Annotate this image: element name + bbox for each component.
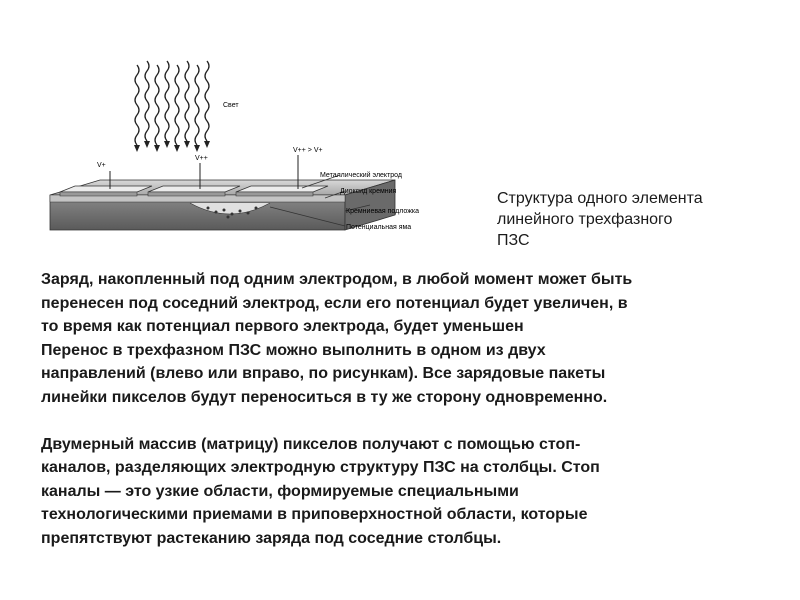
text-line: Заряд, накопленный под одним электродом, в любой момент может быть bbox=[41, 271, 633, 288]
text-line: каналов, разделяющих электродную структуру ПЗС на столбцы. Стоп bbox=[41, 459, 600, 476]
text-line: Перенос в трехфазном ПЗС можно выполнить в одном из двух bbox=[41, 341, 546, 359]
light-label: Свет bbox=[223, 102, 239, 109]
v-plusplus-label: V++ bbox=[195, 155, 208, 162]
caption-line: ПЗС bbox=[497, 232, 530, 249]
body-text bbox=[41, 268, 781, 550]
v-plus-label: V+ bbox=[97, 162, 106, 169]
legend-metal-electrode: Металлический электрод bbox=[320, 172, 402, 179]
caption-line: Структура одного элемента bbox=[497, 190, 703, 207]
diagram-caption bbox=[497, 188, 777, 251]
paragraph-2 bbox=[41, 433, 781, 551]
text-line: перенесен под соседний электрод, если его потенциал будет увеличен, в bbox=[41, 294, 628, 312]
v-compare-label: V++ > V+ bbox=[293, 147, 323, 154]
paragraph-1 bbox=[41, 268, 781, 409]
legend-potential-well: Потенциальная яма bbox=[346, 224, 412, 231]
text-line: Двумерный массив (матрицу) пикселов получают с помощью стоп- bbox=[41, 435, 581, 453]
text-line: то время как потенциал первого электрода, будет уменьшен bbox=[41, 318, 524, 335]
text-line: препятствуют растеканию заряда под соседние столбцы. bbox=[41, 529, 502, 547]
text-line: линейки пикселов будут переноситься в ту же сторону одновременно. bbox=[41, 388, 608, 406]
light-rays-icon bbox=[135, 61, 209, 145]
text-line: каналы — это узкие области, формируемые специальными bbox=[41, 482, 519, 500]
metal-electrodes bbox=[60, 186, 328, 196]
text-line: направлений (влево или вправо, по рисункам). Все зарядовые пакеты bbox=[41, 365, 606, 382]
caption-line: линейного трехфазного bbox=[497, 211, 673, 228]
legend-silicon-dioxide: Диоксид кремния bbox=[340, 188, 397, 195]
text-line: технологическими приемами в приповерхностной области, которые bbox=[41, 506, 588, 523]
legend-silicon-substrate: Кремниевая подложка bbox=[346, 208, 419, 215]
ccd-structure-diagram bbox=[40, 55, 480, 255]
